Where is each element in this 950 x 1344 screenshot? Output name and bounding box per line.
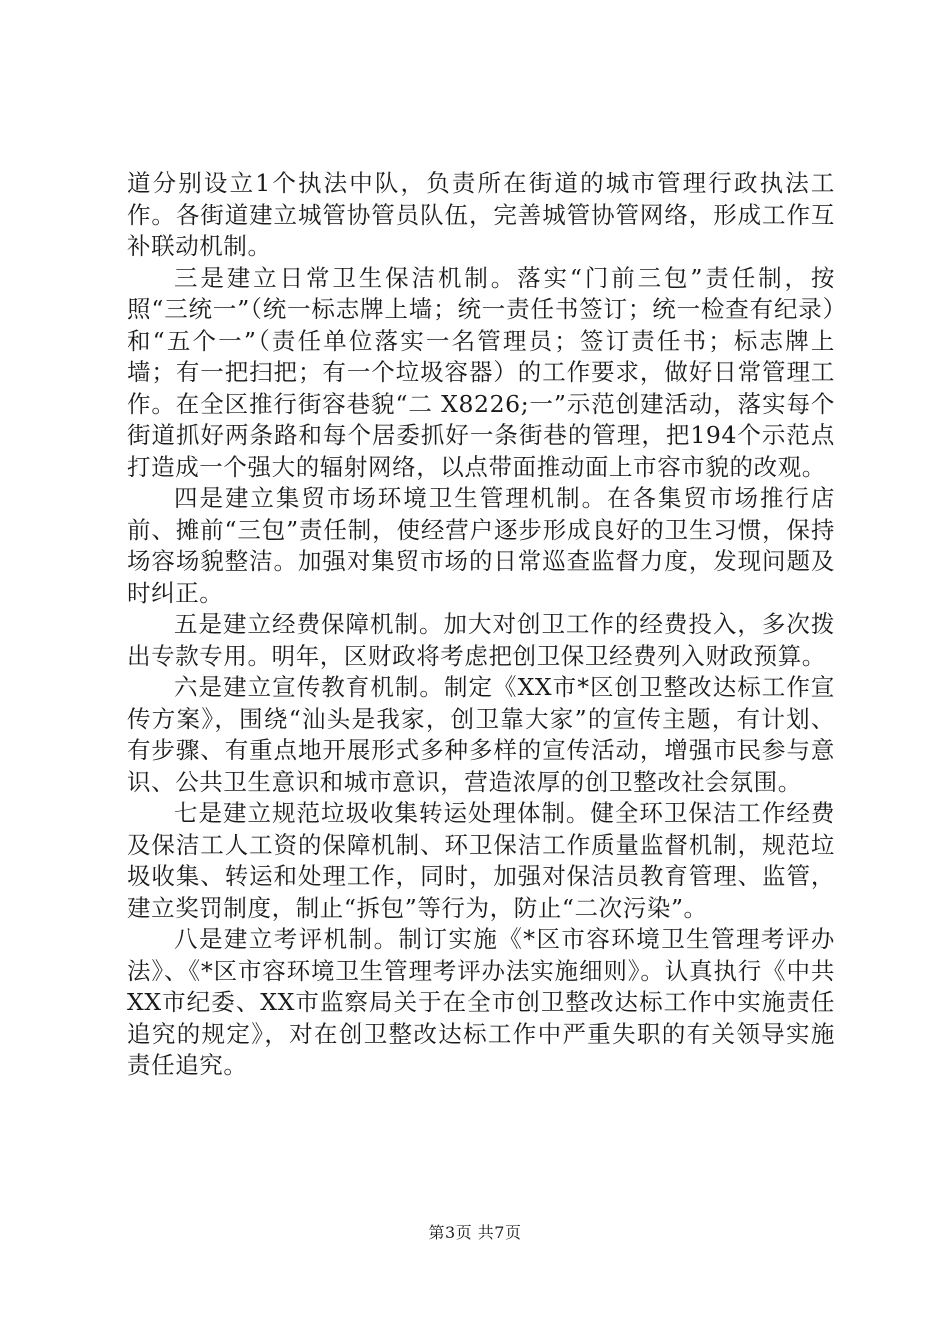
paragraph-1: 道分别设立1个执法中队，负责所在街道的城市管理行政执法工作。各街道建立城管协管员队伍，完善城管协管网络，形成工作互补联动机制。 (127, 169, 835, 260)
document-body (127, 168, 835, 1082)
paragraph-7: 八是建立考评机制。制订实施《*区市容环境卫生管理考评办法》、《*区市容环境卫生管理考评办法实施细则》。认真执行《中共XX市纪委、XX市监察局关于在全市创卫整改达标工作中实施责任追究的规定》，对在创卫整改达标工作中严重失职的有关领导实施责任追究。 (127, 925, 835, 1079)
paragraph-5: 六是建立宣传教育机制。制定《XX市*区创卫整改达标工作宣传方案》，围绕“汕头是我家，创卫靠大家”的宣传主题，有计划、有步骤、有重点地开展形式多种多样的宣传活动，增强市民参与意识、公共卫生意识和城市意识，营造浓厚的创卫整改社会氛围。 (127, 673, 835, 796)
paragraph-6: 七是建立规范垃圾收集转运处理体制。健全环卫保洁工作经费及保洁工人工资的保障机制、环卫保洁工作质量监督机制，规范垃圾收集、转运和处理工作，同时，加强对保洁员教育管理、监管，建立奖罚制度，制止“拆包”等行为，防止“二次污染”。 (127, 799, 835, 922)
page-number-label: 第3页 共7页 (428, 1223, 522, 1242)
paragraph-2: 三是建立日常卫生保洁机制。落实“门前三包”责任制，按照“三统一”（统一标志牌上墙；统一责任书签订；统一检查有纪录）和“五个一”（责任单位落实一名管理员；签订责任书；标志牌上墙；有一把扫把；有一个垃圾容器）的工作要求，做好日常管理工作。在全区推行街容巷貌“二 X8226;一”示范创建活动，落实每个街道抓好两条路和每个居委抓好一条街巷的管理，把194个示范点打造成一个强大的辐射网络，以点带面推动面上市容市貌的改观。 (127, 263, 835, 481)
paragraph-4: 五是建立经费保障机制。加大对创卫工作的经费投入，多次拨出专款专用。明年，区财政将考虑把创卫保卫经费列入财政预算。 (127, 610, 835, 670)
page-footer (0, 1220, 950, 1243)
paragraph-3: 四是建立集贸市场环境卫生管理机制。在各集贸市场推行店前、摊前“三包”责任制，使经营户逐步形成良好的卫生习惯，保持场容场貌整洁。加强对集贸市场的日常巡查监督力度，发现问题及时纠正。 (127, 484, 835, 607)
